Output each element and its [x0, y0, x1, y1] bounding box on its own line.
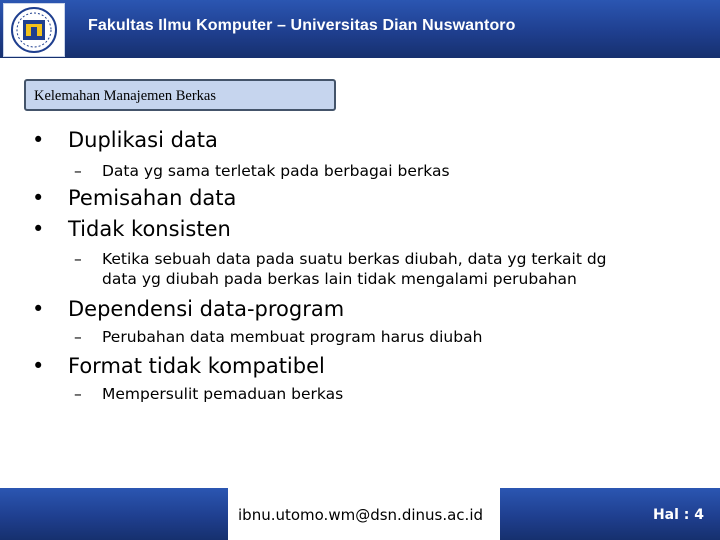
sub-bullet-label: Ketika sebuah data pada suatu berkas diubah, data yg terkait dg	[102, 250, 607, 268]
logo-seal-icon	[4, 4, 64, 56]
dash-icon: –	[74, 162, 82, 180]
sub-bullet-label: Data yg sama terletak pada berbagai berkas	[102, 162, 450, 180]
dash-icon: –	[74, 250, 82, 268]
bullet-label: Pemisahan data	[68, 186, 237, 210]
sub-bullet-label: data yg diubah pada berkas lain tidak mengalami perubahan	[102, 270, 577, 288]
bullet-icon: •	[32, 297, 45, 321]
section-title: Kelemahan Manajemen Berkas	[34, 88, 216, 104]
dash-icon: –	[74, 385, 82, 403]
page-number: Hal : 4	[652, 507, 704, 523]
bullet-label: Dependensi data-program	[68, 297, 345, 321]
bullet-label: Tidak konsisten	[68, 217, 231, 241]
bullet-icon: •	[32, 128, 45, 152]
bullet-icon: •	[32, 217, 45, 241]
dash-icon: –	[74, 328, 82, 346]
footer-email: ibnu.utomo.wm@dsn.dinus.ac.id	[238, 506, 484, 524]
bullet-icon: •	[32, 186, 45, 210]
header-title: Fakultas Ilmu Komputer – Universitas Dian Nuswantoro	[88, 17, 516, 34]
footer-bar	[0, 488, 720, 540]
sub-bullet-label: Mempersulit pemaduan berkas	[102, 385, 344, 403]
university-logo	[3, 3, 65, 57]
section-title-box	[24, 79, 336, 111]
sub-bullet-label: Perubahan data membuat program harus diubah	[102, 328, 483, 346]
bullet-icon: •	[32, 354, 45, 378]
footer-email-box	[228, 488, 500, 540]
bullet-label: Format tidak kompatibel	[68, 354, 325, 378]
header-bar	[0, 0, 720, 58]
bullet-label: Duplikasi data	[68, 128, 218, 152]
